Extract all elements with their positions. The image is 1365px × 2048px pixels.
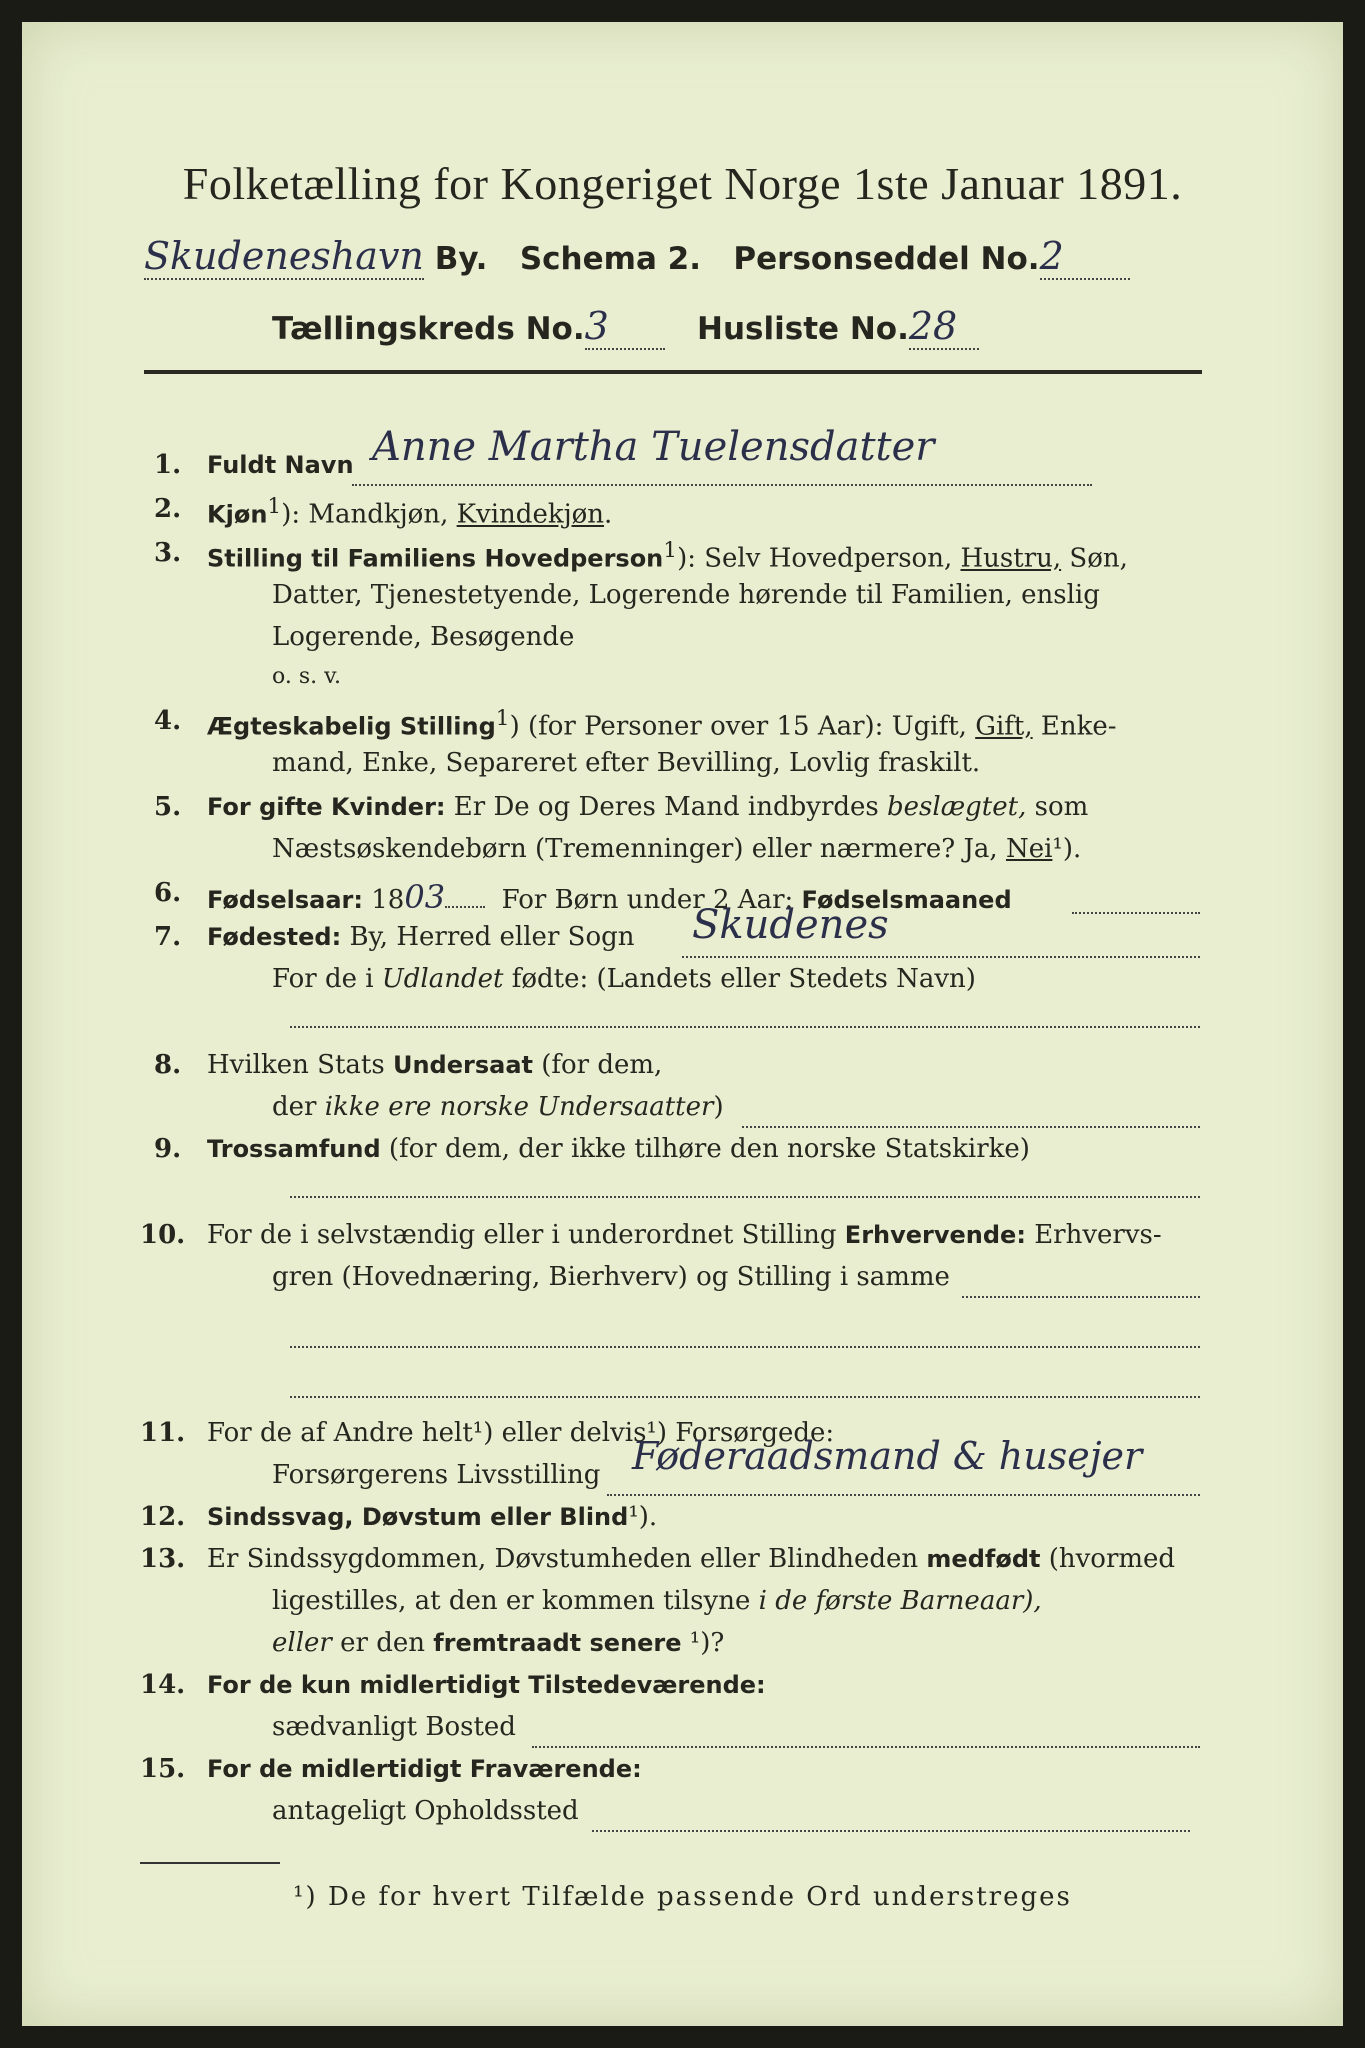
q4-line-1: Ægteskabelig Stilling$^1$) (for Personer over 15 Aar): Ugift, Gift, Enke- [207,706,1117,742]
q3-number: 3. [154,538,182,568]
q1-answer: Anne Martha Tuelensdatter [372,424,935,470]
q11-line-1: For de af Andre helt¹) eller delvis¹) Forsørgede: [207,1418,835,1448]
header-line-2 [272,304,979,350]
q13-line-3: eller er den fremtraadt senere ¹)? [272,1628,725,1658]
tellingskreds-label: Tællingskreds No. [272,311,585,347]
footnote-rule [140,1862,280,1864]
q6-fill-line [1072,910,1200,914]
q15-line-2: antageligt Opholdssted [272,1796,579,1826]
tellingskreds-number: 3 [585,304,665,350]
q1-number: 1. [154,450,182,480]
husliste-number: 28 [909,304,979,350]
schema-label: Schema 2. [519,241,702,277]
header-rule [144,370,1202,374]
q14-line-2: sædvanligt Bosted [272,1712,516,1742]
q11-fill-line [607,1492,1200,1496]
q7-line-2: For de i Udlandet fødte: (Landets eller Stedets Navn) [272,964,976,994]
q14-fill-line [532,1744,1200,1748]
q5-selected: Nei [1005,834,1053,864]
q1-fill-line [352,482,1092,486]
census-form [22,22,1343,2026]
q5-line-1: For gifte Kvinder: Er De og Deres Mand indbyrdes beslægtet, som [207,792,1089,822]
personseddel-label: Personseddel No. [733,241,1040,277]
q8-fill-line [742,1124,1200,1128]
q11-number: 11. [140,1418,186,1448]
q3-line-4: o. s. v. [272,664,341,689]
q10-fill-line-3 [290,1394,1200,1398]
header-line-1 [144,234,1130,280]
q15-fill-line [592,1828,1190,1832]
footnote: ¹) De for hvert Tilfælde passende Ord understreges [293,1882,1072,1912]
q3-line-3: Logerende, Besøgende [272,622,575,652]
form-title: Folketælling for Kongeriget Norge 1ste Januar 1891. [182,158,1183,209]
personseddel-number: 2 [1040,234,1130,280]
q3-line-1: Stilling til Familiens Hovedperson$^1$): Selv Hovedperson, Hustru, Søn, [207,538,1128,574]
q4-number: 4. [154,706,182,736]
q11-line-2: Forsørgerens Livsstilling [272,1460,601,1490]
q8-line-1: Hvilken Stats Undersaat (for dem, [207,1050,663,1080]
q14-number: 14. [140,1670,186,1700]
q13-number: 13. [140,1544,186,1574]
q7-line-1: Fødested: By, Herred eller Sogn [207,922,635,952]
q12-line: Sindssvag, Døvstum eller Blind¹). [207,1502,658,1532]
q11-answer: Føderaadsmand & husejer [632,1434,1143,1478]
q6-line: Fødselsaar: 1803 For Børn under 2 Aar: Fødselsmaaned [207,878,1012,916]
q5-line-2: Næstsøskendebørn (Tremenninger) eller nærmere? Ja, Nei¹). [272,834,1082,864]
q10-fill-line-2 [290,1344,1200,1348]
q2-number: 2. [154,494,182,524]
q10-line-1: For de i selvstændig eller i underordnet Stilling Erhvervende: Erhvervs- [207,1220,1162,1250]
husliste-label: Husliste No. [697,311,909,347]
q6-number: 6. [154,878,182,908]
q12-number: 12. [140,1502,186,1532]
q4-selected: Gift, [975,711,1033,742]
q7-answer: Skudenes [692,902,889,948]
q4-line-2: mand, Enke, Separeret efter Bevilling, Lovlig fraskilt. [272,748,981,778]
q10-fill-line [962,1294,1200,1298]
q7-fill-line-2 [290,1024,1200,1028]
q10-line-2: gren (Hovednæring, Bierhverv) og Stilling i samme [272,1262,950,1292]
q9-fill-line [290,1194,1200,1198]
q2-text: Kjøn$^1$): Mandkjøn, Kvindekjøn. [207,494,613,530]
q8-line-2: der ikke ere norske Undersaatter) [272,1092,724,1122]
q13-line-2: ligestilles, at den er kommen tilsyne i de første Barneaar), [272,1586,1042,1616]
q5-number: 5. [154,792,182,822]
q10-number: 10. [140,1220,186,1250]
q8-number: 8. [154,1050,182,1080]
q3-selected: Hustru, [960,543,1062,574]
town-name: Skudeneshavn [144,234,424,278]
by-label: By. [434,241,488,277]
q9-number: 9. [154,1134,182,1164]
q9-line: Trossamfund (for dem, der ikke tilhøre den norske Statskirke) [207,1134,1030,1164]
q7-number: 7. [154,922,182,952]
q14-line-1: For de kun midlertidigt Tilstedeværende: [207,1671,766,1699]
q13-line-1: Er Sindssygdommen, Døvstumheden eller Blindheden medfødt (hvormed [207,1544,1176,1574]
q7-fill-line [682,954,1200,958]
q1-label: Fuldt Navn [207,451,354,479]
q15-number: 15. [140,1754,186,1784]
q2-selected: Kvindekjøn [456,499,605,530]
q15-line-1: For de midlertidigt Fraværende: [207,1755,642,1783]
q6-year: 03 [404,878,446,916]
q3-line-2: Datter, Tjenestetyende, Logerende hørende til Familien, enslig [272,580,1100,610]
